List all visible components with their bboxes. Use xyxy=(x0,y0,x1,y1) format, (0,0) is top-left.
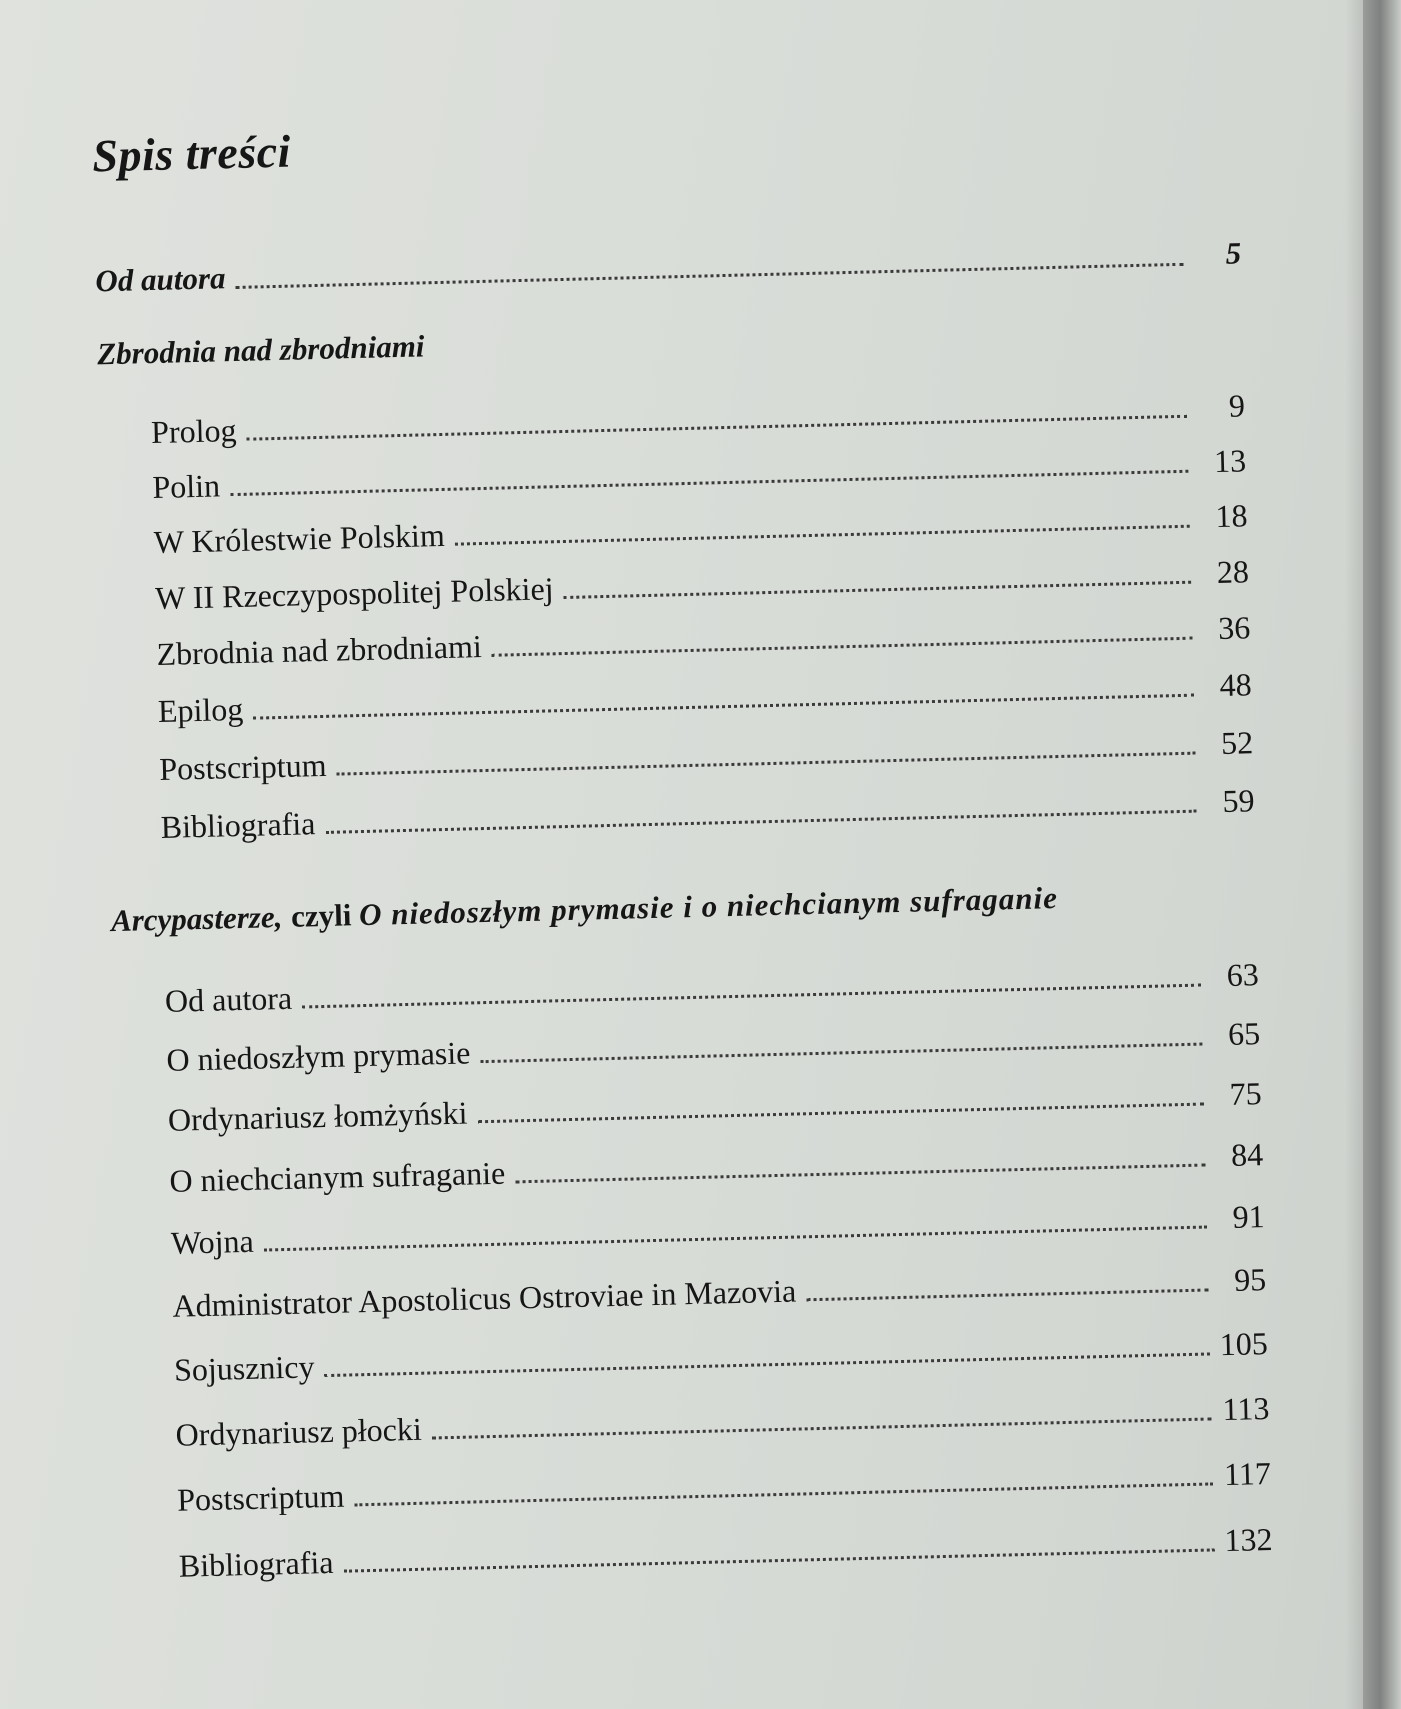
toc-entry: Ordynariusz łomżyński 75 xyxy=(167,1075,1263,1138)
toc-entry: W II Rzeczypospolitej Polskiej 28 xyxy=(154,553,1250,617)
toc-entry-front xyxy=(95,235,1242,307)
toc-entry: Bibliografia 132 xyxy=(178,1520,1273,1584)
toc-entry: W Królestwie Polskim 18 xyxy=(153,497,1248,561)
dot-leader xyxy=(326,810,1197,834)
part1-heading: Zbrodnia nad zbrodniami xyxy=(96,328,425,372)
part2-heading: Arcypasterze, czyli O niedoszłym prymasie i o niechcianym sufraganie xyxy=(110,880,1059,939)
toc-entry: Administrator Apostolicus Ostroviae in Mazovia 95 xyxy=(172,1261,1267,1324)
toc-entry: O niedoszłym prymasie 65 xyxy=(166,1015,1261,1078)
toc-entry: Epilog 48 xyxy=(157,666,1253,729)
dot-leader xyxy=(478,1103,1204,1124)
toc-entry: Polin 13 xyxy=(152,442,1247,506)
dot-leader xyxy=(253,694,1193,720)
dot-leader xyxy=(325,1352,1210,1377)
toc-entry: Prolog 9 xyxy=(150,387,1246,451)
toc-entry-label: Od autora xyxy=(94,260,226,299)
toc-entry: Wojna 91 xyxy=(170,1198,1266,1261)
dot-leader xyxy=(344,1548,1215,1572)
toc-entry: Postscriptum 117 xyxy=(176,1455,1272,1518)
dot-leader xyxy=(481,1043,1203,1064)
dot-leader xyxy=(337,752,1196,776)
toc-entry: Zbrodnia nad zbrodniami 36 xyxy=(156,609,1251,672)
dot-leader xyxy=(236,263,1184,289)
toc-entry: Ordynariusz płocki 113 xyxy=(175,1390,1270,1453)
dot-leader xyxy=(455,525,1190,546)
toc-entry-page: 5 xyxy=(1225,235,1242,271)
toc-title: Spis treści xyxy=(91,125,292,182)
toc-entry: Od autora 63 xyxy=(164,956,1260,1019)
dot-leader xyxy=(302,984,1201,1009)
dot-leader xyxy=(492,637,1193,657)
toc-entry: Bibliografia 59 xyxy=(160,782,1255,845)
dot-leader xyxy=(264,1226,1207,1252)
dot-leader xyxy=(354,1482,1213,1506)
dot-leader xyxy=(230,470,1188,496)
toc-entry: Postscriptum 52 xyxy=(158,724,1254,787)
toc-entry: Sojusznicy 105 xyxy=(173,1325,1269,1388)
dot-leader xyxy=(247,415,1187,441)
dot-leader xyxy=(806,1288,1208,1301)
toc-entry: O niechcianym sufraganie 84 xyxy=(168,1136,1264,1199)
dot-leader xyxy=(515,1164,1205,1184)
dot-leader xyxy=(432,1417,1212,1439)
dot-leader xyxy=(564,581,1191,599)
